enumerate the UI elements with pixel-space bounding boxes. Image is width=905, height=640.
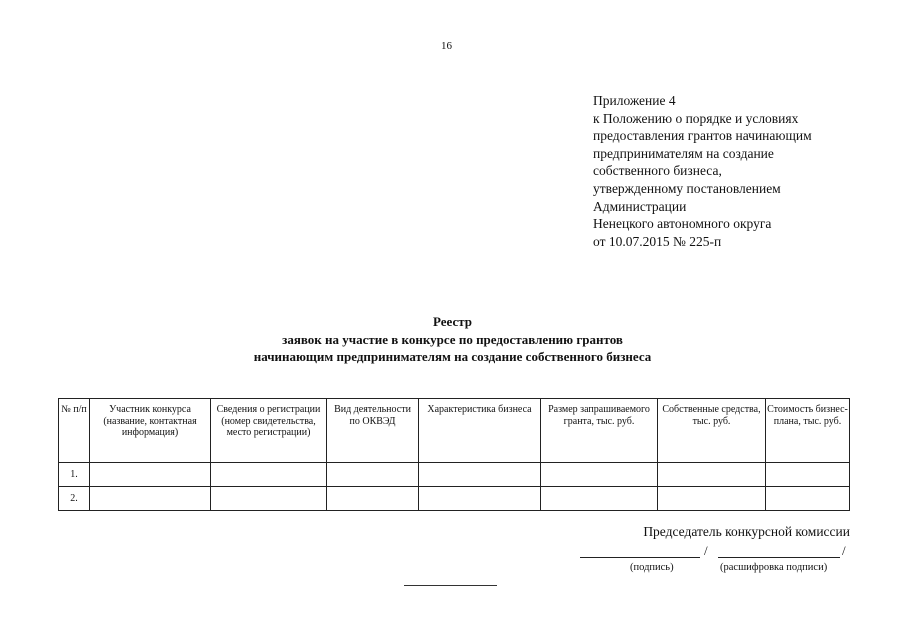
- footer-divider: [404, 585, 497, 586]
- table-cell: [541, 463, 658, 487]
- appendix-line: утвержденному постановлением: [593, 180, 781, 196]
- table-cell: [419, 463, 541, 487]
- signature-decoding-line: [718, 557, 840, 558]
- header-own-funds: Собственные средства, тыс. руб.: [658, 399, 766, 463]
- table-cell: [766, 463, 850, 487]
- table-cell: [327, 487, 419, 511]
- appendix-line: предпринимателям на создание: [593, 145, 774, 161]
- appendix-reference: [593, 92, 812, 250]
- registry-table: [58, 398, 850, 511]
- signature-captions: [560, 560, 850, 574]
- header-registration: Сведения о регистрации (номер свидетельства, место регистрации): [211, 399, 327, 463]
- commission-chair-title: Председатель конкурсной комиссии: [643, 524, 850, 539]
- header-business-description: Характеристика бизнеса: [419, 399, 541, 463]
- table-cell-number: 1.: [59, 463, 90, 487]
- table-cell: [90, 487, 211, 511]
- appendix-line: предоставления грантов начинающим: [593, 128, 812, 144]
- table-cell: [541, 487, 658, 511]
- header-participant: Участник конкурса (название, контактная информация): [90, 399, 211, 463]
- title-line-1: Реестр: [432, 314, 472, 329]
- signature-block: [560, 524, 850, 574]
- table-cell: [766, 487, 850, 511]
- signature-line: [580, 557, 700, 558]
- table-cell: [211, 463, 327, 487]
- appendix-line: от 10.07.2015 № 225-п: [593, 233, 722, 249]
- table-row: [59, 463, 850, 487]
- appendix-line: Приложение 4: [593, 93, 676, 108]
- signature-caption: (подпись): [630, 562, 674, 573]
- document-title: [0, 313, 905, 366]
- title-line-2: заявок на участие в конкурсе по предоставлению грантов: [282, 331, 623, 347]
- signature-separator: /: [704, 543, 708, 558]
- table-cell: [658, 487, 766, 511]
- header-business-plan-cost: Стоимость бизнес-плана, тыс. руб.: [766, 399, 850, 463]
- signature-decoding-caption: (расшифровка подписи): [720, 562, 828, 573]
- header-grant-amount: Размер запрашиваемого гранта, тыс. руб.: [541, 399, 658, 463]
- title-line-3: начинающим предпринимателям на создание собственного бизнеса: [253, 349, 652, 364]
- page-number: 16: [441, 40, 452, 52]
- table-cell: [658, 463, 766, 487]
- appendix-line: собственного бизнеса,: [593, 163, 722, 179]
- table-cell: [327, 463, 419, 487]
- table-row: [59, 487, 850, 511]
- appendix-line: к Положению о порядке и условиях: [593, 110, 799, 126]
- table-header-row: [59, 399, 850, 463]
- table-cell: [211, 487, 327, 511]
- signature-lines: [560, 542, 850, 560]
- signature-separator: /: [842, 543, 846, 558]
- header-number: № п/п: [59, 399, 90, 463]
- table-cell: [90, 463, 211, 487]
- appendix-line: Ненецкого автономного округа: [593, 216, 772, 232]
- appendix-line: Администрации: [593, 198, 687, 214]
- table-cell: [419, 487, 541, 511]
- header-okved: Вид деятельности по ОКВЭД: [327, 399, 419, 463]
- table-cell-number: 2.: [59, 487, 90, 511]
